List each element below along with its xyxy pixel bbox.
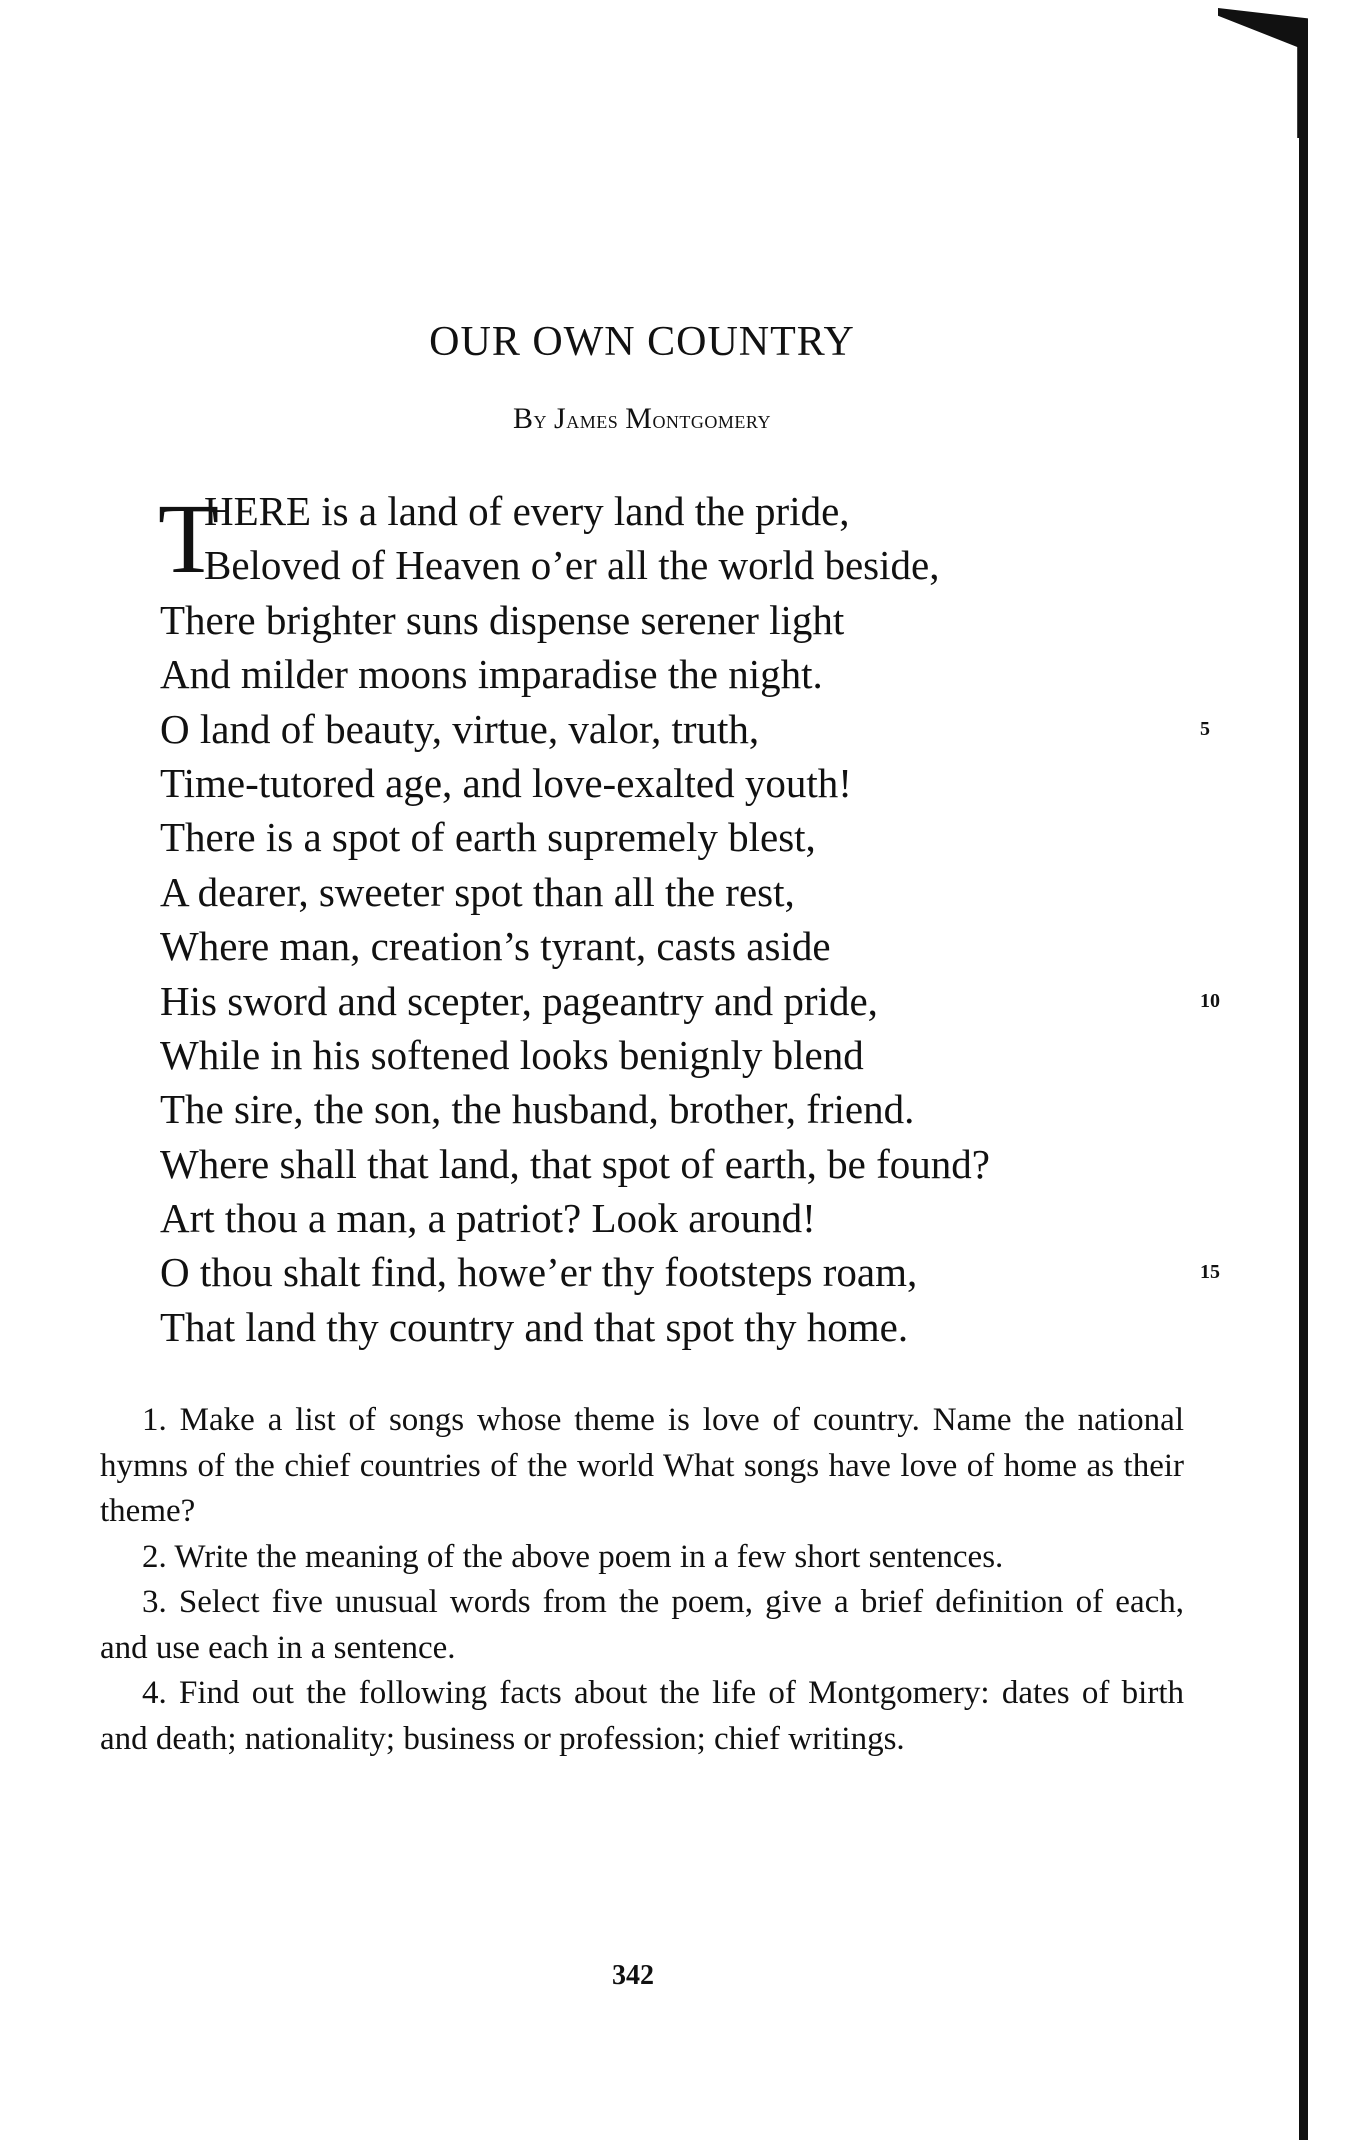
poem-line: And milder moons imparadise the night. [160,651,823,698]
poem-line [160,702,1260,756]
poem-line-text: His sword and scepter, pageantry and pride, [160,977,878,1024]
study-questions [100,1398,1184,1762]
line-number: 5 [1200,717,1210,740]
line-number: 10 [1200,989,1220,1012]
poem-body [160,484,1260,1354]
poem-line: Where shall that land, that spot of earth, be found? [160,1140,990,1187]
byline-text: y [533,405,555,434]
poem-line: That land thy country and that spot thy home. [160,1303,909,1350]
poem-line: There brighter suns dispense serener light [160,596,845,643]
question-item: 3. Select five unusual words from the poem, give a brief definition of each, and use each in a sentence. [100,1584,1184,1666]
poem-line: The sire, the son, the husband, brother, friend. [160,1086,915,1133]
poem-line [160,974,1260,1028]
question-item: 2. Write the meaning of the above poem in a few short sentences. [142,1538,1004,1575]
poem-line-text: O land of beauty, virtue, valor, truth, [160,705,760,752]
poem-line [160,1245,1260,1299]
poem-line: A dearer, sweeter spot than all the rest, [160,868,795,915]
poem-line: Art thou a man, a patriot? Look around! [160,1195,816,1242]
question-item: 1. Make a list of songs whose theme is love of country. Name the national hymns of the chief countries of the world What songs have love of home as their theme? [100,1402,1184,1529]
poem-line-text: O thou shalt find, howe’er thy footsteps roam, [160,1249,918,1296]
question-item: 4. Find out the following facts about the life of Montgomery: dates of birth and death; nationality; business or profession; chief writings. [100,1675,1184,1757]
poem-line: There is a spot of earth supremely blest, [160,814,816,861]
byline-cap: M [625,402,653,435]
page-edge-shadow [1218,8,1308,138]
byline-text: ontgomery [652,405,771,434]
poem-title: OUR OWN COUNTRY [429,319,855,365]
poem-line: Where man, creation’s tyrant, casts aside [160,923,831,970]
byline-cap: B [513,402,534,435]
byline-cap: J [554,402,567,435]
poem-line: HERE is a land of every land the pride, [204,488,850,534]
drop-cap: T [158,483,220,594]
byline [0,402,1284,436]
poem-line: Beloved of Heaven o’er all the world beside, [204,542,940,589]
poem-line: While in his softened looks benignly blend [160,1031,864,1078]
line-number: 15 [1200,1261,1220,1284]
page-number: 342 [612,1960,654,1991]
byline-text: ames [566,405,626,434]
page-edge-binding [1299,20,1308,2140]
poem-line: Time-tutored age, and love-exalted youth! [160,759,852,806]
